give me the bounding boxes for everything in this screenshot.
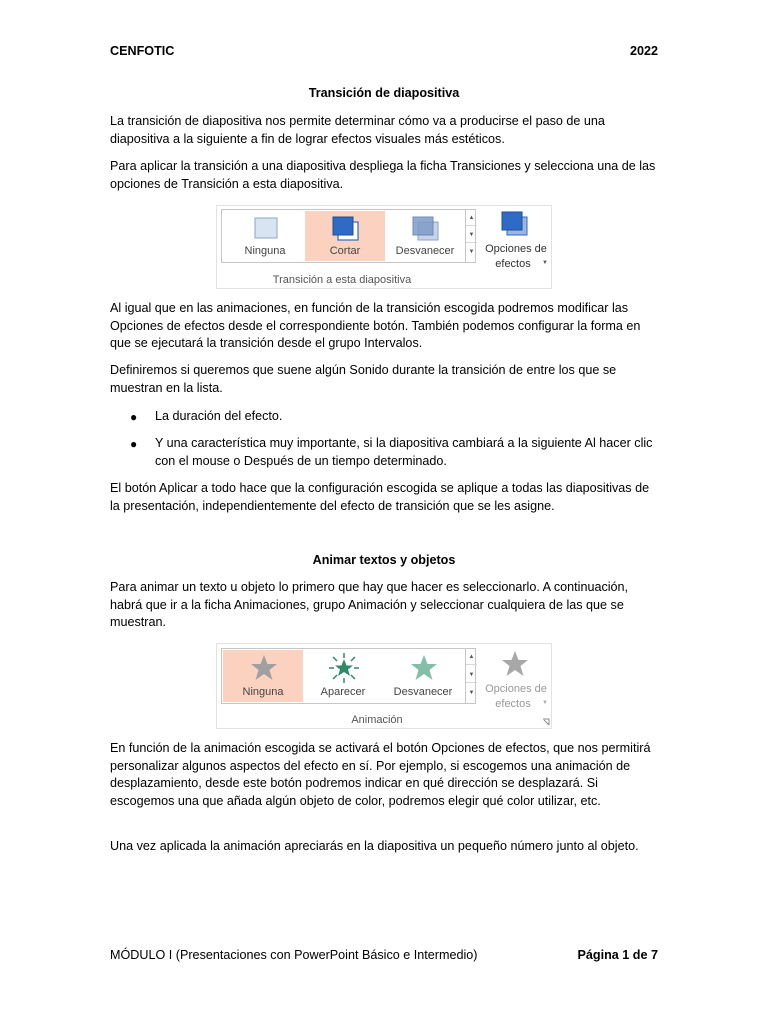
star-fade-icon (410, 654, 438, 682)
animation-effect-options-button[interactable] (481, 648, 551, 712)
transition-fade-button[interactable] (385, 211, 465, 261)
transition-none-button[interactable] (225, 211, 305, 261)
paragraph: Una vez aplicada la animación apreciarás en la diapositiva un pequeño número junto al objeto. (110, 839, 639, 853)
footer-page-number: Página 1 de 7 (577, 948, 658, 962)
animation-gallery (221, 648, 476, 704)
chevron-down-icon: ▼ (542, 260, 548, 266)
transition-gallery (221, 209, 476, 263)
star-gray-icon (250, 654, 278, 682)
transition-effect-options-button[interactable] (481, 208, 551, 272)
gallery-more-icon[interactable]: ▼ (468, 249, 475, 255)
section-title-transition: Transición de diapositiva (308, 86, 460, 100)
gallery-label: Ninguna (242, 686, 284, 698)
scroll-up-icon[interactable]: ▲ (466, 210, 477, 226)
paragraph: Para animar un texto u objeto lo primero que hay que hacer es seleccionarlo. A continuación, habrá que ir a la ficha Animaciones, grupo Animación y seleccionar cualquiera de las que se muestran. (110, 580, 629, 629)
animation-fade-button[interactable] (383, 650, 463, 702)
paragraph: El botón Aplicar a todo hace que la configuración escogida se aplique a todas las diapositivas de la presentación, independientemente del efecto de transición que se les asigne. (110, 481, 650, 513)
section-title-animate: Animar textos y objetos (312, 553, 456, 567)
options-label-line1: Opciones de (485, 243, 547, 255)
effect-options-icon (500, 210, 530, 238)
gallery-label: Aparecer (320, 686, 366, 698)
scroll-up-icon[interactable]: ▲ (466, 649, 477, 665)
gallery-label: Desvanecer (393, 686, 453, 698)
paragraph: Definiremos si queremos que suene algún Sonido durante la transición de entre los que se muestran en la lista. (110, 363, 617, 395)
scroll-down-icon[interactable]: ▼ (466, 667, 477, 683)
gallery-label: Cortar (329, 245, 361, 257)
animation-none-button[interactable] (223, 650, 303, 702)
gallery-more-icon[interactable]: ▼ (468, 690, 475, 696)
header-left: CENFOTIC (110, 44, 175, 58)
transition-cut-button[interactable] (305, 211, 385, 261)
transition-ribbon (216, 205, 552, 289)
chevron-down-icon: ▼ (542, 700, 548, 706)
slide-fade-icon (411, 215, 441, 243)
slide-cut-icon (331, 215, 361, 243)
gallery-scrollbar[interactable] (465, 649, 477, 703)
paragraph: En función de la animación escogida se activará el botón Opciones de efectos, que nos permitirá personalizar algunos aspectos del efecto en sí. Por ejemplo, si escogemos una animación de desplazamiento, desde este botón podremos indicar en qué dirección se desplazará. Si escogemos una que añada algún objeto de color, podremos elegir qué color utilizar, etc. (110, 741, 651, 808)
bullet-icon: ● (130, 437, 138, 451)
gallery-scrollbar[interactable] (465, 210, 477, 262)
group-label: Animación (351, 714, 403, 726)
group-label: Transición a esta diapositiva (272, 274, 412, 286)
paragraph: Al igual que en las animaciones, en función de la transición escogida podremos modificar las Opciones de efectos desde el correspondiente botón. También podemos configurar la forma en que se ejecutará la transición desde el grupo Intervalos. (110, 301, 641, 350)
options-label-line2: efectos (495, 258, 531, 270)
footer-left: MÓDULO I (Presentaciones con PowerPoint Básico e Intermedio) (110, 948, 478, 962)
gallery-label: Ninguna (244, 245, 286, 257)
options-label-line1: Opciones de (485, 683, 547, 695)
options-label-line2: efectos (495, 698, 531, 710)
paragraph: La transición de diapositiva nos permite determinar cómo va a producirse el paso de una diapositiva a la siguiente a fin de lograr efectos visuales más estéticos. (110, 114, 605, 146)
animation-appear-button[interactable] (303, 650, 383, 702)
list-item: La duración del efecto. (155, 409, 283, 423)
gallery-label: Desvanecer (395, 245, 455, 257)
animation-ribbon (216, 643, 552, 729)
slide-blank-icon (254, 217, 278, 241)
dialog-launcher-icon[interactable] (542, 718, 550, 726)
scroll-down-icon[interactable]: ▼ (466, 227, 477, 243)
header-right: 2022 (629, 44, 658, 58)
star-options-icon (501, 650, 529, 678)
paragraph: Para aplicar la transición a una diapositiva despliega la ficha Transiciones y selecciona una de las opciones de Transición a esta diapositiva. (110, 159, 656, 191)
bullet-icon: ● (130, 410, 138, 424)
star-appear-icon (328, 652, 360, 684)
list-item: Y una característica muy importante, si la diapositiva cambiará a la siguiente Al hacer clic con el mouse o Después de un tiempo determinado. (155, 436, 653, 468)
